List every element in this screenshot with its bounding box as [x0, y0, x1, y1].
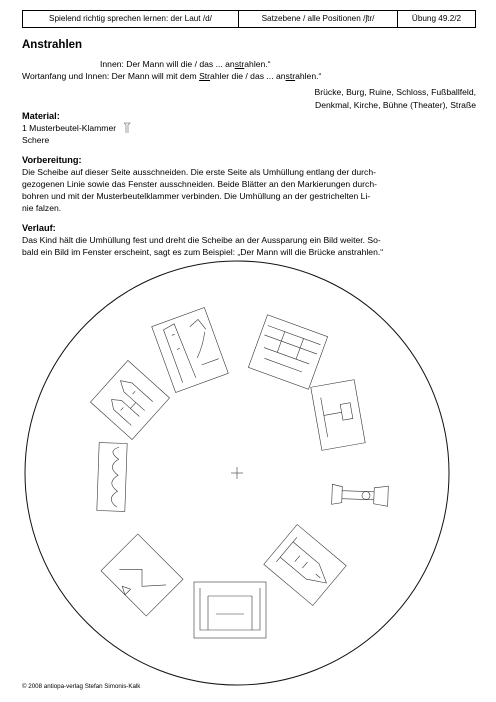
procedure-text: Das Kind hält die Umhüllung fest und dreht die Scheibe an der Aussparung ein Bild weiter. So- bald ein Bild im Fenster erscheint, sagt es zum Beispiel: „Der Mann will die Brücke anstrahlen.“ — [22, 235, 384, 257]
procedure-heading: Verlauf: — [22, 223, 56, 233]
copyright: © 2008 antiopa-verlag Stefan Simonis-Kalk — [22, 683, 141, 690]
church-illustration — [264, 525, 346, 606]
preparation-heading: Vorbereitung: — [22, 155, 82, 165]
page-title: Anstrahlen — [22, 39, 83, 51]
bridge-illustration — [97, 443, 127, 512]
material-item-scissors: Schere — [22, 135, 50, 145]
street-illustration — [311, 380, 365, 451]
sentence-initial-inner: Wortanfang und Innen: Der Mann will mit dem Strahler die / das ... anstrahlen.“ — [22, 71, 322, 81]
sentence-inner: Innen: Der Mann will die / das ... anstrahlen.“ — [100, 59, 271, 69]
header-exercise: Übung 49.2/2 — [411, 14, 462, 23]
word-list-line-2: Denkmal, Kirche, Bühne (Theater), Straße — [315, 99, 476, 110]
center-mark — [231, 467, 243, 479]
header-course: Spielend richtig sprechen lernen: der Laut /d/ — [23, 11, 239, 27]
header-topic: Satzebene / alle Positionen /ʃtr/ — [239, 11, 398, 27]
preparation-text: Die Scheibe auf dieser Seite ausschneiden. Die erste Seite als Umhüllung entlang der durch- gezogenen Linie sowie das Fenster ausschneiden. Beide Blätter an den Markierungen durch- bohren und mit der Musterbeutelklammer verbinden. Die Umhüllung an der gestrichelten Li- nie falzen. — [22, 167, 377, 213]
theater-illustration — [194, 582, 266, 638]
castle-illustration — [90, 360, 169, 439]
ruin-illustration — [152, 308, 229, 393]
burg-illustration — [101, 534, 183, 616]
word-list-line-1: Brücke, Burg, Ruine, Schloss, Fußballfeld, — [314, 87, 476, 97]
material-heading: Material: — [22, 111, 60, 121]
stadium-illustration — [248, 315, 327, 390]
monument-illustration — [332, 484, 389, 506]
material-item-clip: 1 Musterbeutel-Klammer — [22, 122, 476, 134]
